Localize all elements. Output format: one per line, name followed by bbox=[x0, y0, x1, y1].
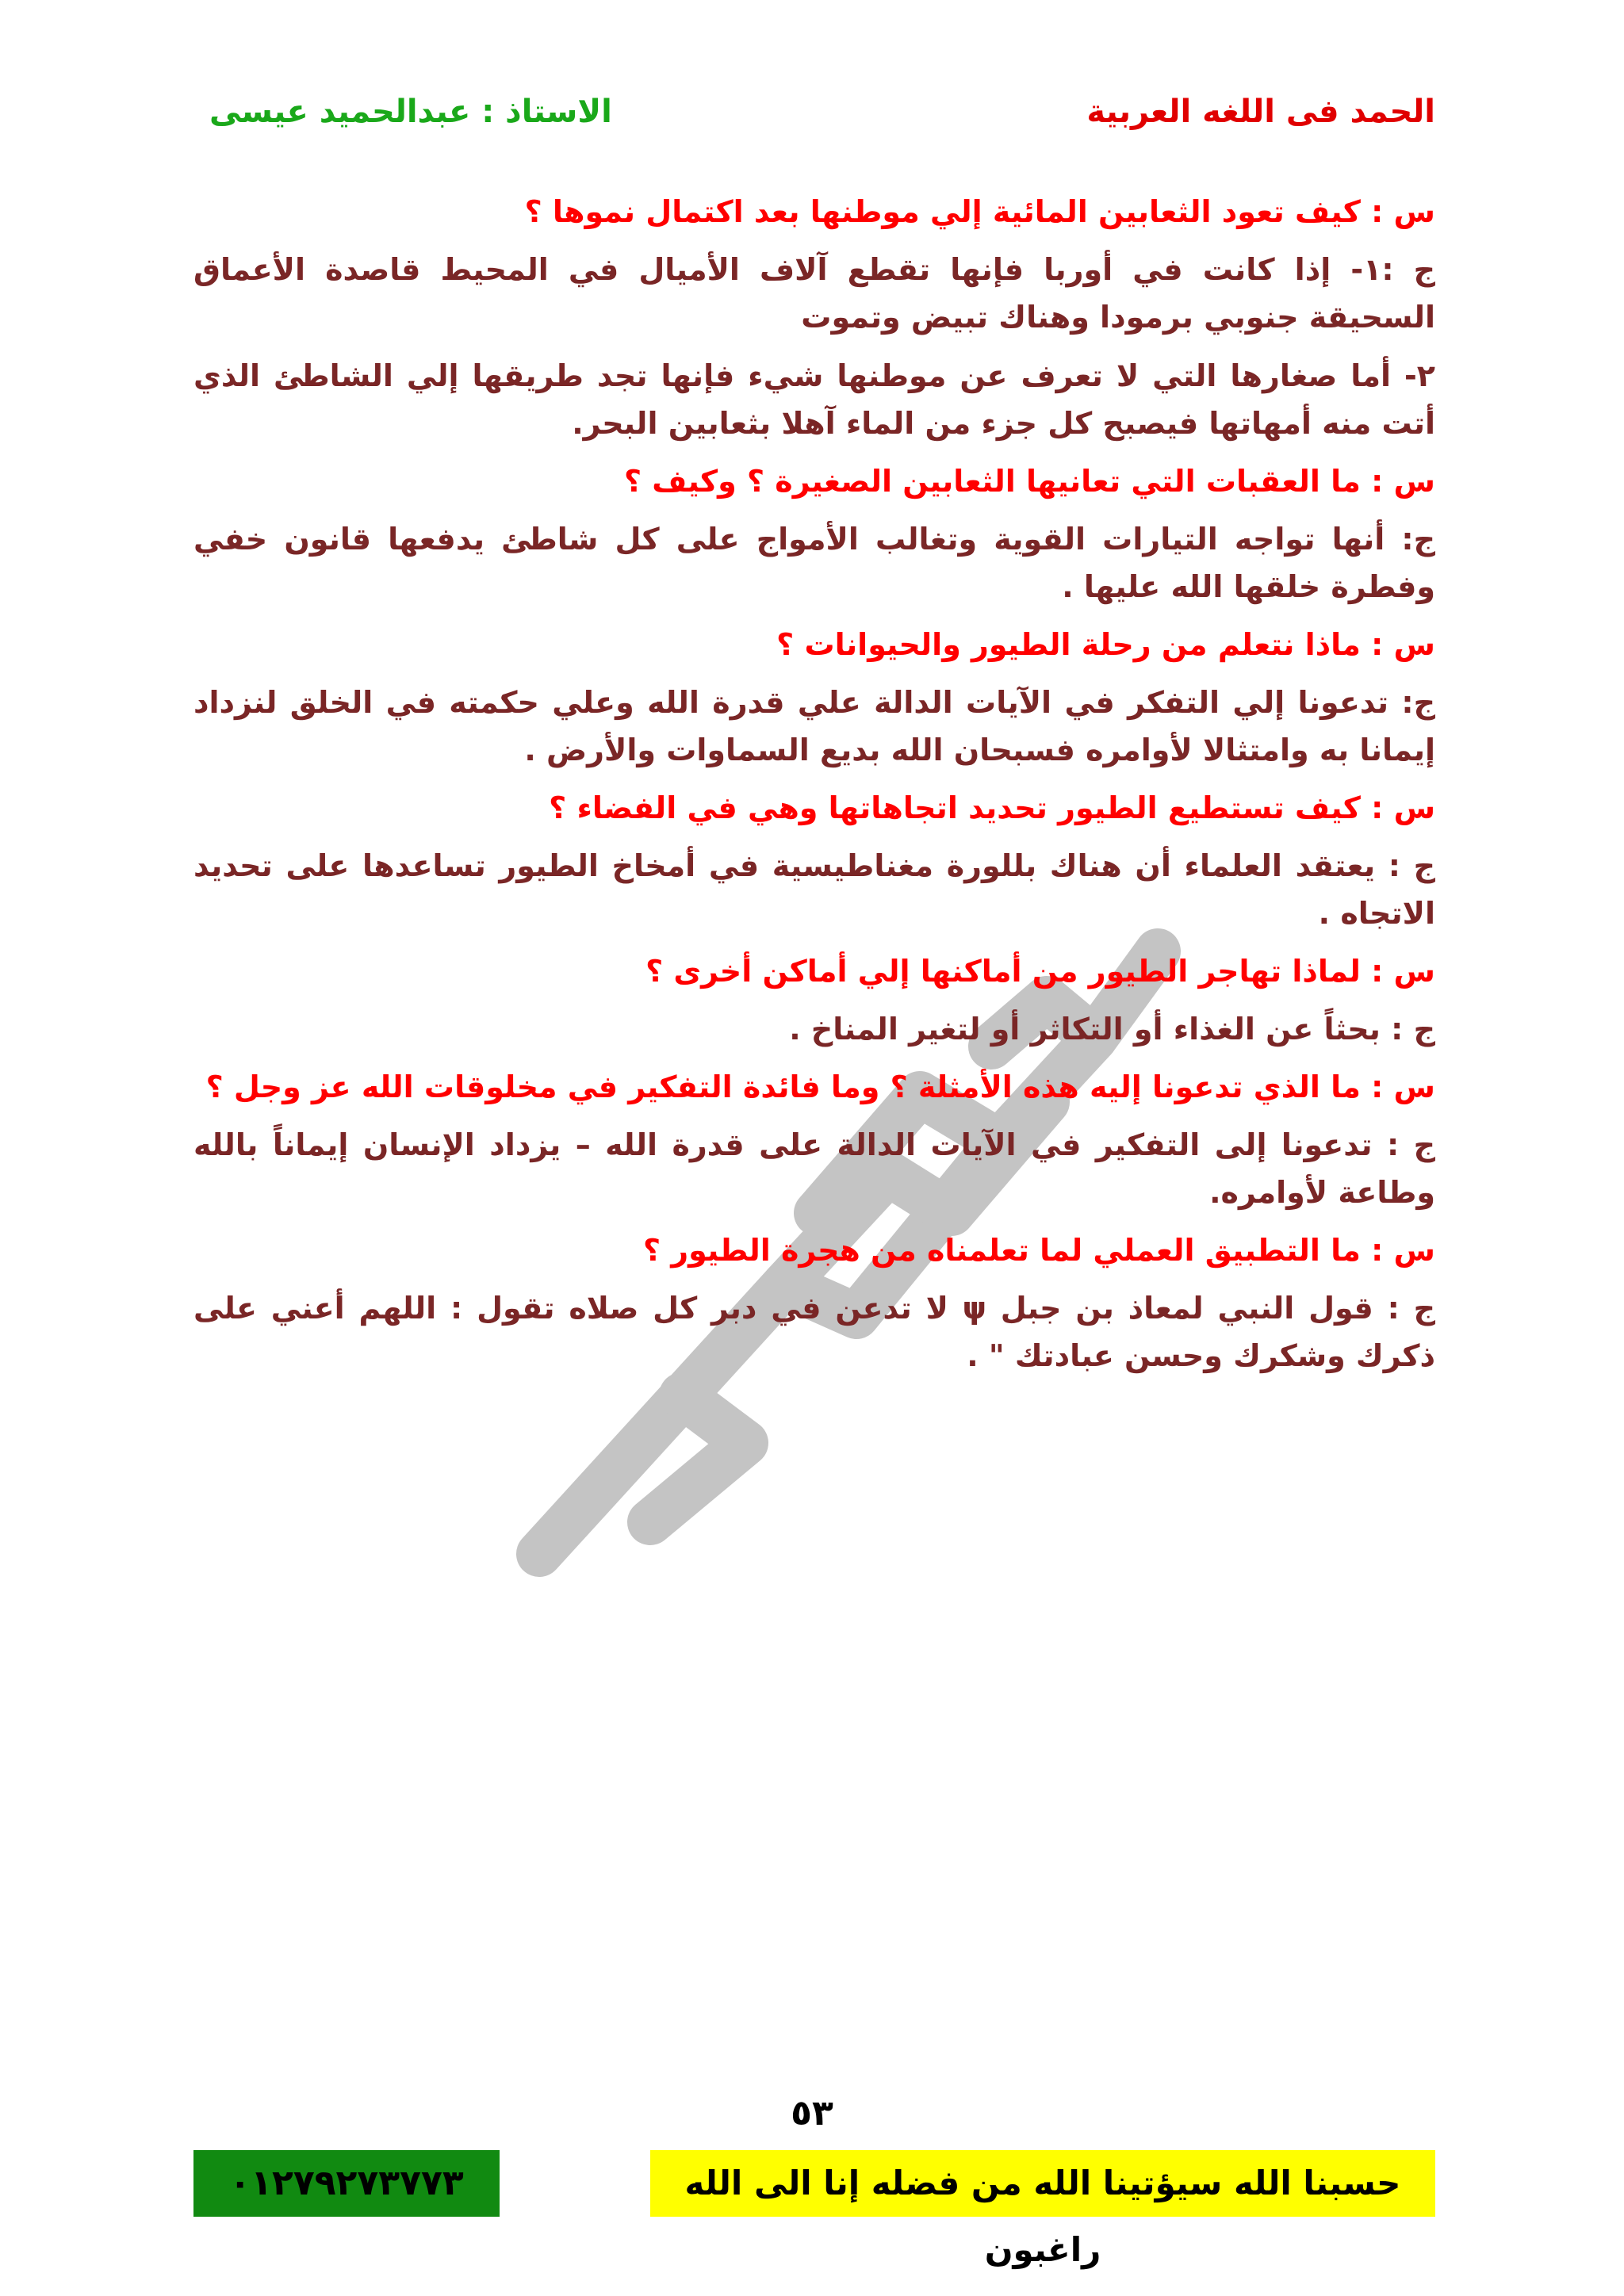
answer: ج: تدعونا إلي التفكر في الآيات الدالة علي قدرة الله وعلي حكمته في الخلق لنزداد إيمانا به وامتثالا لأوامره فسبحان الله بديع السماوات والأرض . bbox=[193, 685, 1435, 767]
qa-item bbox=[193, 622, 1435, 774]
page-number: ٥٣ bbox=[791, 2093, 833, 2133]
answer: ج : يعتقد العلماء أن هناك بللورة مغناطيسية في أمخاخ الطيور تساعدها على تحديد الاتجاه . bbox=[193, 848, 1435, 931]
answer: ج :١- إذا كانت في أوربا فإنها تقطع آلاف الأميال في المحيط قاصدة الأعماق السحيقة جنوبي برمودا وهناك تبيض وتموت bbox=[193, 252, 1435, 335]
question: س : لماذا تهاجر الطيور من أماكنها إلي أماكن أخرى ؟ bbox=[645, 954, 1435, 989]
phone-number: ٠١٢٧٩٢٧٣٧٧٣ bbox=[193, 2150, 500, 2217]
footer-slogan: حسبنا الله سيؤتينا الله من فضله إنا الى الله راغبون bbox=[650, 2150, 1435, 2217]
question: س : كيف تستطيع الطيور تحديد اتجاهاتها وهي في الفضاء ؟ bbox=[549, 790, 1435, 825]
qa-item bbox=[193, 948, 1435, 1053]
teacher-name: الاستاذ : عبدالحميد عيسى bbox=[209, 94, 612, 130]
question: س : كيف تعود الثعابين المائية إلي موطنها بعد اكتمال نموها ؟ bbox=[524, 194, 1435, 229]
qa-item bbox=[193, 785, 1435, 937]
answer: ج : تدعونا إلى التفكير في الآيات الدالة على قدرة الله – يزداد الإنسان إيماناً بالله وطاعة لأوامره. bbox=[193, 1127, 1435, 1210]
question: س : ماذا نتعلم من رحلة الطيور والحيوانات ؟ bbox=[776, 627, 1435, 662]
qa-item bbox=[193, 189, 1435, 447]
question: س : ما العقبات التي تعانيها الثعابين الصغيرة ؟ وكيف ؟ bbox=[624, 464, 1435, 499]
answer: ج : قول النبي لمعاذ بن جبل ψ لا تدعن في دبر كل صلاه تقول : اللهم أعني على ذكرك وشكرك وحسن عبادتك " . bbox=[193, 1291, 1435, 1373]
qa-item bbox=[193, 1227, 1435, 1380]
qa-item bbox=[193, 458, 1435, 610]
page-header bbox=[193, 94, 1435, 141]
answer: ج: أنها تواجه التيارات القوية وتغالب الأمواج على كل شاطئ يدفعها قانون خفي وفطرة خلقها الله عليها . bbox=[193, 522, 1435, 604]
answer: ج : بحثاً عن الغذاء أو التكاثر أو لتغير المناخ . bbox=[789, 1012, 1435, 1047]
answer: ٢- أما صغارها التي لا تعرف عن موطنها شيء فإنها تجد طريقها إلي الشاطئ الذي أتت منه أمهاتها فيصبح كل جزء من الماء آهلا بثعابين البحر. bbox=[193, 358, 1435, 441]
question: س : ما الذي تدعونا إليه هذه الأمثلة ؟ وما فائدة التفكير في مخلوقات الله عز وجل ؟ bbox=[205, 1070, 1435, 1104]
qa-item bbox=[193, 1064, 1435, 1216]
question: س : ما التطبيق العملي لما تعلمناه من هجرة الطيور ؟ bbox=[642, 1233, 1435, 1268]
subject-title: الحمد فى اللغه العربية bbox=[1086, 94, 1435, 130]
qa-content bbox=[193, 189, 1435, 1391]
